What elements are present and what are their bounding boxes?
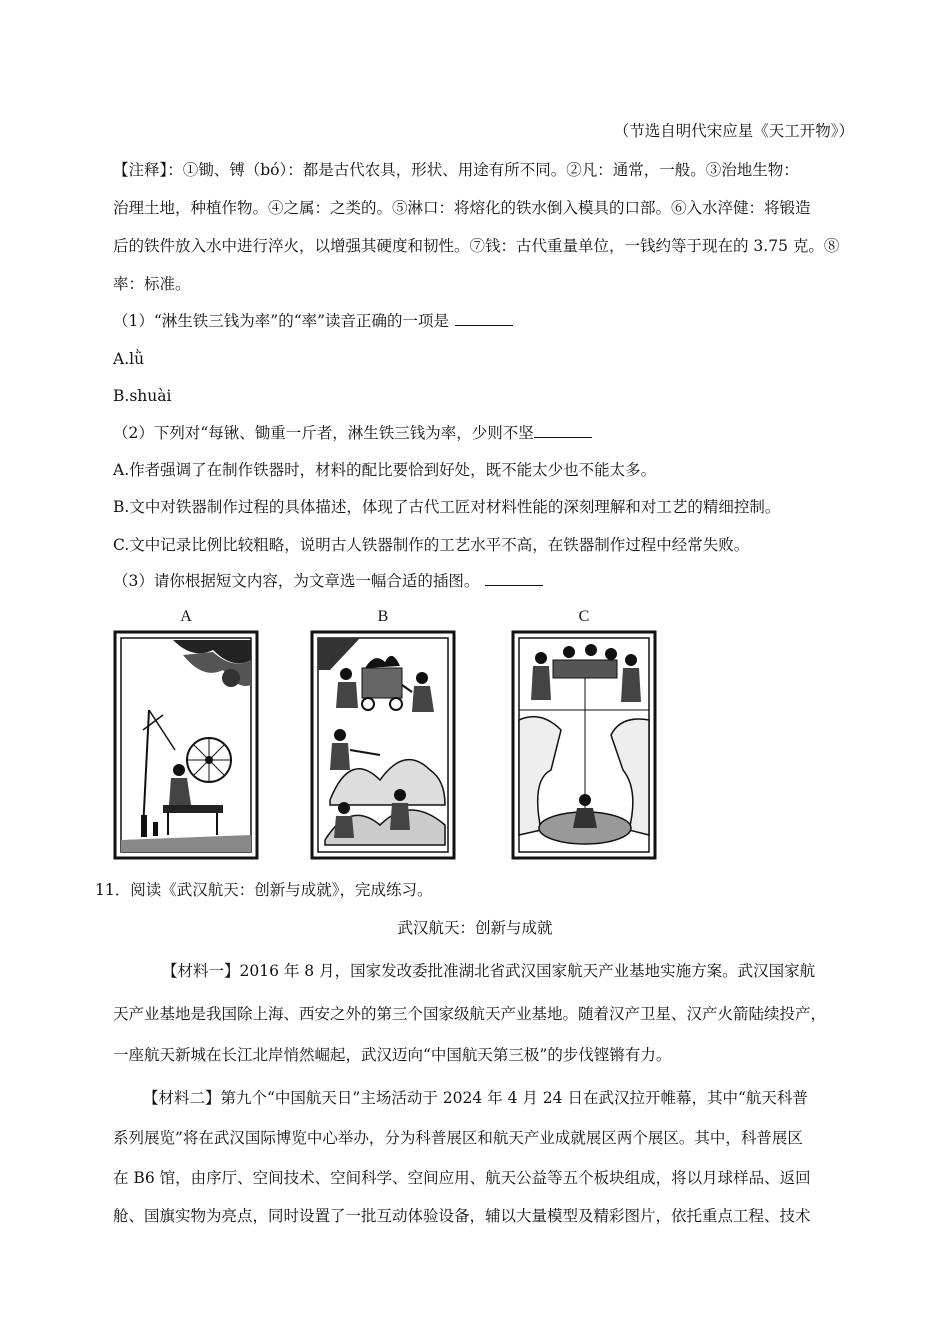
source-citation: （节选自明代宋应星《天工开物》） <box>613 122 854 140</box>
notes-line-4: 率：标准。 <box>113 275 191 293</box>
material-1-line-1: 【材料一】2016 年 8 月，国家发改委批准湖北省武汉国家航天产业基地实施方案。武汉国家航 <box>162 962 816 980</box>
question-1-option-a: A.lǜ <box>113 350 145 368</box>
illustration-a-label: A <box>180 608 192 625</box>
answer-blank-1[interactable] <box>455 311 513 326</box>
question-1-stem: （1）“淋生铁三钱为率”的“率”读音正确的一项是 <box>113 312 450 330</box>
question-2-option-b: B.文中对铁器制作过程的具体描述，体现了古代工匠对材料性能的深刻理解和对工艺的精细控制。 <box>113 498 781 516</box>
illustration-options <box>113 608 673 860</box>
question-2-option-c: C.文中记录比例比较粗略，说明古人铁器制作的工艺水平不高，在铁器制作过程中经常失败。 <box>113 536 750 554</box>
material-1-line-3: 一座航天新城在长江北岸悄然崛起，武汉迈向“中国航天第三极”的步伐铿锵有力。 <box>113 1046 672 1064</box>
notes-line-3: 后的铁件放入水中进行淬火，以增强其硬度和韧性。⑦钱：古代重量单位，一钱约等于现在的 3.75 克。⑧ <box>113 237 840 255</box>
notes-line-1: 【注释】：①锄、镈（bó）：都是古代农具，形状、用途有所不同。②凡：通常，一般。③治地生物： <box>113 161 799 179</box>
material-1-line-2: 天产业基地是我国除上海、西安之外的第三个国家级航天产业基地。随着汉产卫星、汉产火箭陆续投产， <box>113 1005 827 1023</box>
question-1-option-b: B.shuài <box>113 387 172 405</box>
illustration-c-label: C <box>578 608 590 625</box>
question-3-stem: （3）请你根据短文内容，为文章选一幅合适的插图。 <box>113 572 480 590</box>
question-3 <box>113 571 863 591</box>
illustration-b-image <box>310 630 456 860</box>
illustration-a-image <box>113 630 259 860</box>
question-2-stem: （2）下列对“每锹、锄重一斤者，淋生铁三钱为率，少则不坚 <box>113 424 534 442</box>
material-2-line-4: 舱、国旗实物为亮点，同时设置了一批互动体验设备，辅以大量模型及精彩图片，依托重点工程、技术 <box>113 1207 811 1225</box>
illustration-c-image <box>511 630 657 860</box>
illustration-b[interactable] <box>310 608 456 860</box>
question-2 <box>113 423 863 443</box>
material-2-line-2: 系列展览”将在武汉国际博览中心举办，分为科普展区和航天产业成就展区两个展区。其中，科普展区 <box>113 1129 803 1147</box>
article-title: 武汉航天：创新与成就 <box>397 919 553 937</box>
answer-blank-3[interactable] <box>485 571 543 586</box>
material-2-line-3: 在 B6 馆，由序厅、空间技术、空间科学、空间应用、航天公益等五个板块组成，将以月球样品、返回 <box>113 1169 811 1187</box>
notes-line-2: 治理土地，种植作物。④之属：之类的。⑤淋口：将熔化的铁水倒入模具的口部。⑥入水淬健：将锻造 <box>113 199 811 217</box>
illustration-c[interactable] <box>511 608 657 860</box>
illustration-a[interactable] <box>113 608 259 860</box>
answer-blank-2[interactable] <box>534 423 592 438</box>
material-2-line-1: 【材料二】第九个“中国航天日”主场活动于 2024 年 4 月 24 日在武汉拉开帷幕，其中“航天科普 <box>143 1089 808 1107</box>
illustration-b-label: B <box>377 608 389 625</box>
question-11-heading: 11．阅读《武汉航天：创新与成就》，完成练习。 <box>95 881 433 899</box>
question-2-option-a: A.作者强调了在制作铁器时，材料的配比要恰到好处，既不能太少也不能太多。 <box>113 461 657 479</box>
question-1 <box>113 311 863 331</box>
